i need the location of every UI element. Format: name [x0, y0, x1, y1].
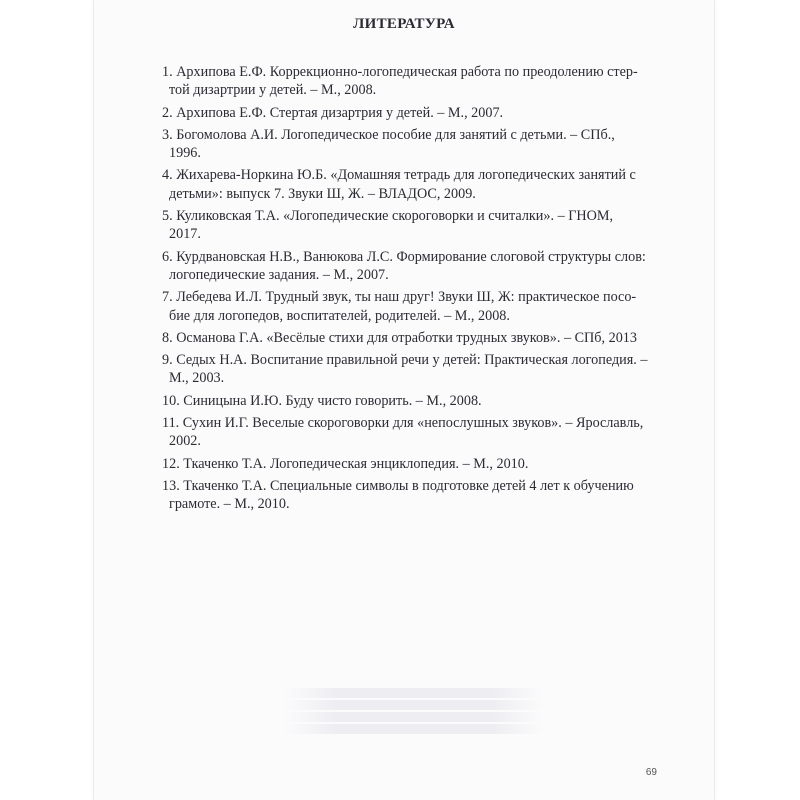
- reference-item: [151, 288, 663, 325]
- reference-continuation-line: детьми»: выпуск 7. Звуки Ш, Ж. – ВЛАДОС, 2009.: [169, 185, 476, 202]
- reference-number: 3.: [162, 126, 173, 143]
- reference-number: 5.: [162, 208, 173, 225]
- reference-item: [151, 455, 663, 473]
- reference-item: [151, 166, 663, 203]
- reference-first-line: [162, 248, 663, 266]
- reference-continuation-line: 2002.: [169, 433, 201, 450]
- reference-number: 4.: [162, 167, 173, 184]
- reference-first-line: [162, 166, 663, 184]
- reference-number: 1.: [162, 64, 173, 80]
- reference-number: 2.: [162, 104, 173, 121]
- reference-number: 11.: [162, 415, 180, 432]
- reference-item: [151, 392, 663, 410]
- reference-continuation-line: М., 2003.: [169, 370, 225, 387]
- reference-first-line: [162, 104, 663, 122]
- page-title: ЛИТЕРАТУРА: [353, 16, 455, 32]
- reference-item: [151, 126, 663, 163]
- reference-text: Богомолова А.И. Логопедическое пособие для занятий с детьми. – СПб.,: [176, 126, 615, 143]
- reference-item: [151, 104, 663, 122]
- reference-item: [151, 351, 663, 388]
- reference-continuation-line: 2017.: [169, 226, 201, 243]
- document-page: [93, 0, 715, 800]
- reference-text: Сухин И.Г. Веселые скороговорки для «непослушных звуков». – Ярославль,: [182, 415, 644, 432]
- reference-number: 12.: [162, 455, 180, 472]
- reference-continuation-line: бие для логопедов, воспитателей, родителей. – М., 2008.: [169, 307, 510, 324]
- reference-first-line: [162, 63, 663, 81]
- show-through-text: [284, 686, 544, 736]
- reference-continuation-line: 1996.: [169, 145, 201, 162]
- reference-text: Куликовская Т.А. «Логопедические скороговорки и считалки». – ГНОМ,: [176, 208, 614, 225]
- reference-text: Синицына И.Ю. Буду чисто говорить. – М., 2008.: [183, 392, 482, 409]
- reference-first-line: [162, 288, 663, 306]
- reference-number: 10.: [162, 392, 180, 409]
- reference-first-line: [162, 455, 663, 473]
- reference-item: [151, 414, 663, 451]
- reference-item: [151, 248, 663, 285]
- reference-number: 9.: [162, 352, 173, 369]
- reference-text: Архипова Е.Ф. Коррекционно-логопедическая работа по преодолению стер-: [176, 64, 638, 80]
- reference-first-line: [162, 477, 663, 495]
- reference-first-line: [162, 392, 663, 410]
- reference-text: Жихарева-Норкина Ю.Б. «Домашняя тетрадь для логопедических занятий с: [176, 167, 636, 184]
- reference-first-line: [162, 207, 663, 225]
- reference-item: [151, 477, 663, 514]
- reference-first-line: [162, 351, 663, 369]
- reference-continuation-line: той дизартрии у детей. – М., 2008.: [169, 82, 377, 99]
- page-number: 69: [645, 767, 657, 778]
- reference-number: 7.: [162, 289, 173, 306]
- reference-first-line: [162, 329, 663, 347]
- reference-text: Курдвановская Н.В., Ванюкова Л.С. Формирование слоговой структуры слов:: [176, 248, 646, 265]
- reference-text: Ткаченко Т.А. Логопедическая энциклопедия. – М., 2010.: [183, 455, 529, 472]
- reference-text: Лебедева И.Л. Трудный звук, ты наш друг! Звуки Ш, Ж: практическое посо-: [176, 289, 637, 306]
- reference-text: Архипова Е.Ф. Стертая дизартрия у детей. – М., 2007.: [176, 104, 504, 121]
- reference-text: Ткаченко Т.А. Специальные символы в подготовке детей 4 лет к обучению: [183, 477, 634, 494]
- reference-number: 13.: [162, 477, 180, 494]
- reference-list: [151, 63, 663, 518]
- reference-item: [151, 329, 663, 347]
- reference-text: Османова Г.А. «Весёлые стихи для отработки трудных звуков». – СПб, 2013: [176, 329, 637, 346]
- reference-item: [151, 63, 663, 100]
- reference-number: 8.: [162, 329, 173, 346]
- reference-first-line: [162, 414, 663, 432]
- reference-continuation-line: грамоте. – М., 2010.: [169, 496, 290, 513]
- reference-item: [151, 207, 663, 244]
- reference-first-line: [162, 126, 663, 144]
- reference-text: Седых Н.А. Воспитание правильной речи у детей: Практическая логопедия. –: [176, 352, 648, 369]
- reference-continuation-line: логопедические задания. – М., 2007.: [169, 266, 389, 283]
- reference-number: 6.: [162, 248, 173, 265]
